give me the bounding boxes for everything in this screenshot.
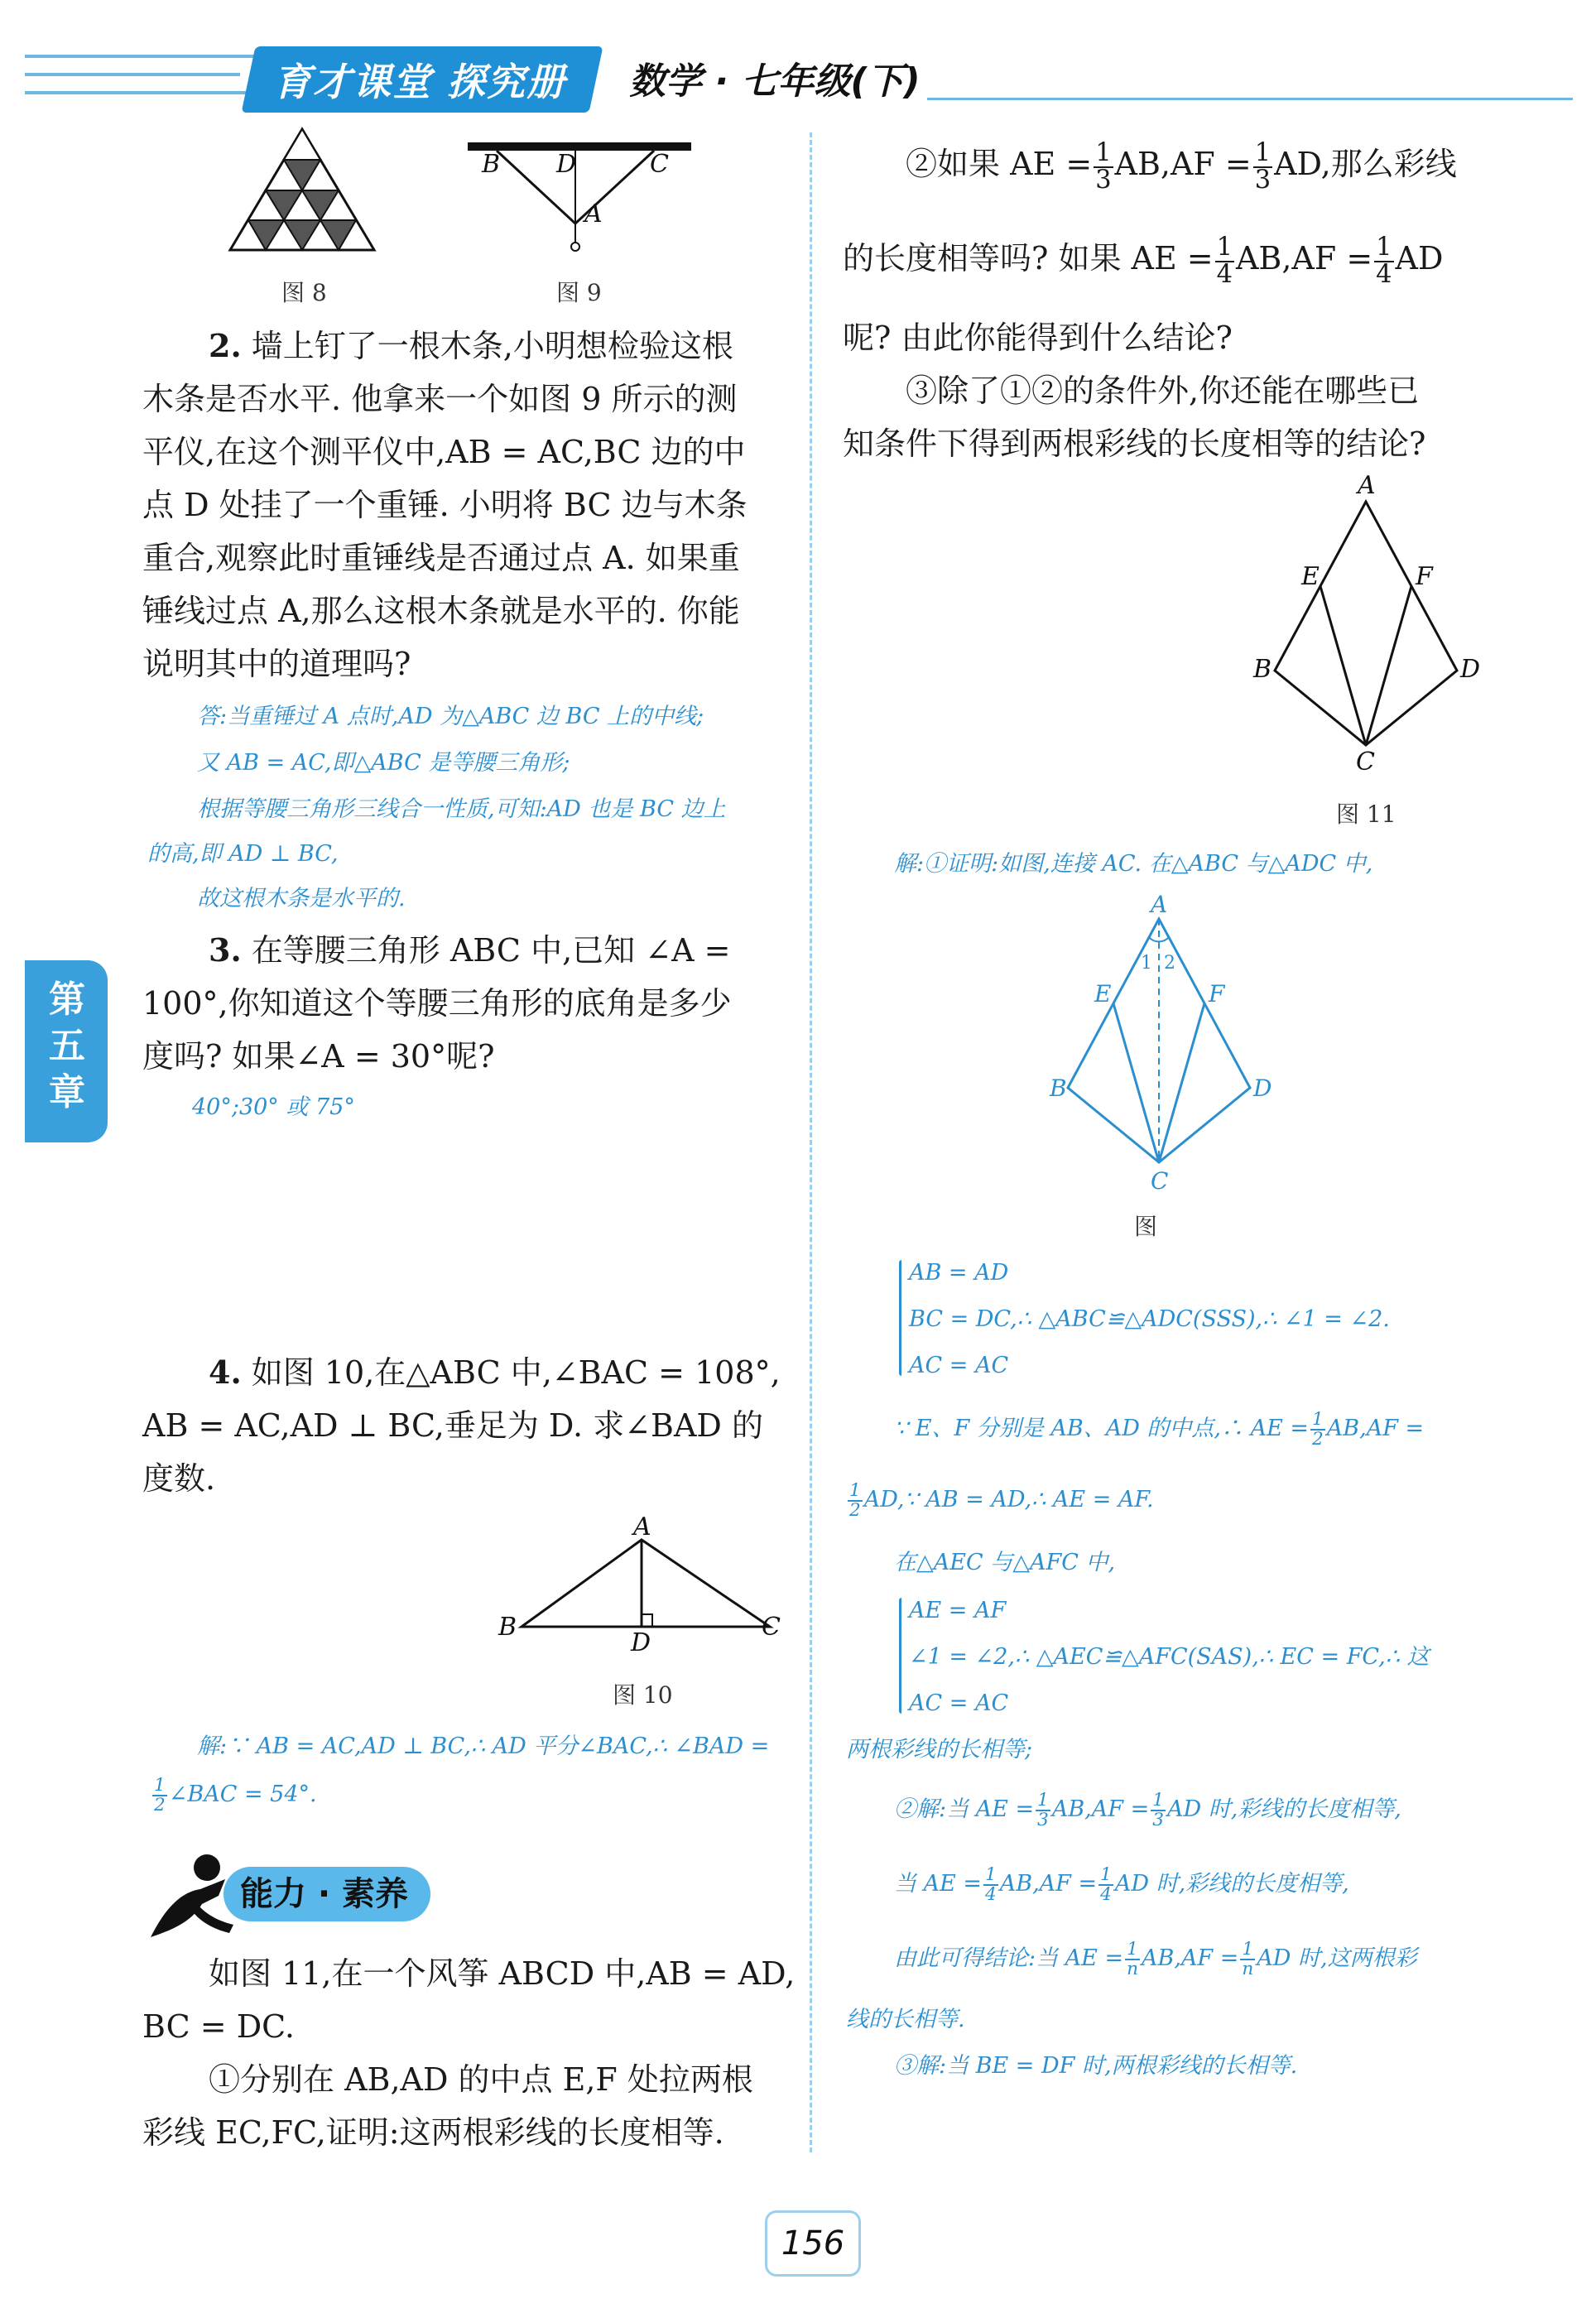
- fraction: [983, 1866, 998, 1903]
- sys1-line: AC = AC: [909, 1353, 1009, 1378]
- q2-answer-line: 又 AB = AC,即△ABC 是等腰三角形;: [197, 750, 570, 776]
- fraction: [1240, 1940, 1255, 1978]
- problem-part3-line: 知条件下得到两根彩线的长度相等的结论?: [843, 426, 1426, 462]
- text: AD 时,这两根彩: [1257, 1945, 1417, 1972]
- column-divider: [810, 132, 812, 2152]
- fraction: [848, 1482, 863, 1519]
- text: AB,AF =: [1326, 1416, 1425, 1442]
- q2-line-text: 墙上钉了一根木条,小明想检验这根: [251, 328, 733, 364]
- fraction-den: n: [1127, 1958, 1139, 1979]
- text: AB,AF =: [1114, 146, 1252, 182]
- solution-line1: 解:①证明:如图,连接 AC. 在△ABC 与△ADC 中,: [894, 851, 1373, 877]
- fig9-label-d: D: [556, 150, 577, 179]
- q2-answer-line: 故这根木条是水平的.: [197, 886, 406, 911]
- q3-line: 度吗? 如果∠A = 30°呢?: [142, 1038, 495, 1075]
- q2-line: 平仪,在这个测平仪中,AB = AC,BC 边的中: [142, 434, 746, 470]
- fraction-num: 1: [985, 1864, 997, 1885]
- fig10-label-b: B: [498, 1613, 517, 1642]
- ans-label-1: 1: [1141, 953, 1152, 974]
- text: ②解:当 AE =: [894, 1796, 1035, 1823]
- fraction-den: 4: [1376, 259, 1392, 289]
- problem-intro: [142, 1947, 796, 2159]
- text: AD,那么彩线: [1274, 146, 1457, 182]
- text: AB,AF =: [1142, 1945, 1239, 1972]
- fig11-label-e: E: [1301, 562, 1320, 591]
- solution-conclusion1: 两根彩线的长相等;: [846, 1737, 1033, 1762]
- fraction-num: 1: [1240, 1940, 1255, 1960]
- text: 的长度相等吗? 如果 AE =: [843, 240, 1214, 277]
- sys2-line: AE = AF: [909, 1598, 1007, 1623]
- fig9-label-b: B: [482, 150, 501, 179]
- fraction-den: 4: [1216, 259, 1233, 289]
- q4-line: [142, 1346, 788, 1399]
- problem-part2-line3: 呢? 由此你能得到什么结论?: [843, 320, 1233, 356]
- text: 由此可得结论:当 AE =: [894, 1945, 1124, 1972]
- fraction: [1151, 1791, 1166, 1829]
- q3-text: [142, 924, 788, 1083]
- fraction-num: 1: [1037, 1790, 1049, 1810]
- q4-number: 4.: [209, 1354, 242, 1391]
- q4-line-text: 如图 10,在△ABC 中,∠BAC = 108°,: [251, 1354, 781, 1391]
- solution-part2-line3: [894, 1940, 1417, 1978]
- problem-part2-line1: [843, 137, 1571, 193]
- fig11-label-a: A: [1358, 472, 1376, 500]
- sys1-line: AB = AD: [909, 1260, 1009, 1286]
- fraction: [1125, 1940, 1140, 1978]
- fraction-num: 1: [1125, 1940, 1140, 1960]
- q2-answer-line: 答:当重锤过 A 点时,AD 为△ABC 边 BC 上的中线;: [197, 704, 704, 729]
- q4-line: 度数.: [142, 1460, 216, 1497]
- sys2-line: ∠1 = ∠2,∴ △AEC≌△AFC(SAS),∴ EC = FC,∴ 这: [909, 1644, 1430, 1670]
- sys2-line: AC = AC: [909, 1690, 1009, 1716]
- q3-line-text: 在等腰三角形 ABC 中,已知 ∠A =: [251, 932, 731, 969]
- q4-answer-line2: [151, 1777, 317, 1814]
- figure-11: [1242, 472, 1490, 778]
- fraction-den: 2: [154, 1794, 166, 1815]
- sys1-line: BC = DC,∴ △ABC≌△ADC(SSS),∴ ∠1 = ∠2.: [909, 1306, 1390, 1332]
- fraction: [1253, 138, 1272, 195]
- solution-midpoint-line: [894, 1411, 1424, 1448]
- fig10-label-a: A: [633, 1515, 651, 1541]
- text: AD,∵ AB = AD,∴ AE = AF.: [863, 1487, 1154, 1513]
- solution-part2-line2: [894, 1866, 1349, 1903]
- fig9-label-a: A: [584, 200, 603, 228]
- ans-label-f: F: [1209, 980, 1225, 1007]
- figure-8-caption: 图 8: [281, 279, 327, 306]
- fraction: [1374, 235, 1393, 287]
- ans-label-2: 2: [1164, 953, 1175, 974]
- header-line: [25, 91, 257, 94]
- figure-8: [224, 124, 381, 257]
- q2-answer-line: 的高,即 AD ⊥ BC,: [147, 841, 339, 867]
- fraction: [1036, 1791, 1050, 1829]
- fraction-den: 3: [1254, 165, 1272, 195]
- brace: [899, 1260, 901, 1376]
- fig11-label-d: D: [1460, 655, 1481, 684]
- fraction-den: 4: [985, 1883, 997, 1905]
- figure-9-caption: 图 9: [556, 279, 602, 306]
- problem-intro-line: 如图 11,在一个风筝 ABCD 中,AB = AD,: [209, 1955, 796, 1992]
- fig11-label-f: F: [1416, 562, 1433, 591]
- fig11-label-b: B: [1253, 655, 1272, 684]
- q4-text: [142, 1346, 788, 1505]
- ans-label-b: B: [1050, 1075, 1067, 1102]
- solution-triangle-line: 在△AEC 与△AFC 中,: [894, 1550, 1116, 1575]
- text: AD 时,彩线的长度相等,: [1166, 1796, 1401, 1823]
- text: ∵ E、F 分别是 AB、AD 的中点,∴ AE =: [894, 1416, 1310, 1442]
- ans-label-d: D: [1253, 1075, 1272, 1102]
- section-title: 能力 · 素养: [240, 1875, 409, 1913]
- text: 当 AE =: [894, 1871, 982, 1897]
- fraction-den: 3: [1095, 165, 1112, 195]
- q4-line: AB = AC,AD ⊥ BC,垂足为 D. 求∠BAD 的: [142, 1407, 763, 1444]
- q3-answer: 40°;30° 或 75°: [192, 1094, 355, 1120]
- fraction: [152, 1777, 167, 1814]
- problem-part1-line: 彩线 EC,FC,证明:这两根彩线的长度相等.: [142, 2114, 724, 2151]
- solution-figure-caption: 图: [1134, 1213, 1158, 1240]
- problem-part3-line: ③除了①②的条件外,你还能在哪些已: [906, 373, 1420, 409]
- brace: [899, 1598, 901, 1714]
- problem-intro-line: BC = DC.: [142, 2008, 295, 2045]
- fraction: [1094, 138, 1113, 195]
- fraction-den: 4: [1100, 1883, 1112, 1905]
- q2-line: 说明其中的道理吗?: [142, 646, 411, 682]
- q3-line: [142, 924, 788, 977]
- ans-label-e: E: [1094, 980, 1112, 1007]
- header-series: 育才课堂 探究册: [273, 60, 567, 104]
- q2-line: [142, 320, 788, 373]
- figure-9: [464, 132, 695, 257]
- fraction-num: 1: [1216, 233, 1233, 262]
- solution-figure: [1043, 889, 1291, 1204]
- header-line: [25, 55, 257, 58]
- fraction-num: 1: [1254, 138, 1272, 168]
- fraction-num: 1: [1152, 1790, 1164, 1810]
- figure-11-caption: 图 11: [1336, 801, 1396, 828]
- ans-label-c: C: [1151, 1167, 1169, 1195]
- header-subject: 数学 · 七年级(下): [629, 60, 921, 103]
- header-line: [927, 98, 1573, 100]
- figure-10-caption: 图 10: [613, 1681, 673, 1709]
- fraction: [1098, 1866, 1113, 1903]
- q3-number: 3.: [209, 931, 242, 969]
- problem-part3: [843, 364, 1571, 470]
- q2-line: 锤线过点 A,那么这根木条就是水平的. 你能: [142, 593, 740, 629]
- q2-line: 木条是否水平. 他拿来一个如图 9 所示的测: [142, 381, 738, 417]
- fraction-den: 2: [849, 1499, 861, 1521]
- q2-number: 2.: [209, 327, 242, 364]
- text: AD 时,彩线的长度相等,: [1114, 1871, 1349, 1897]
- problem-part2-line2: [843, 232, 1571, 287]
- page-number: 156: [765, 2210, 861, 2277]
- fraction-num: 1: [1100, 1864, 1112, 1885]
- text: AB,AF =: [999, 1871, 1098, 1897]
- figure-10: [488, 1515, 786, 1664]
- chapter-tab-label: 第五章: [49, 979, 85, 1113]
- q4-answer-line1: 解:∵ AB = AC,AD ⊥ BC,∴ AD 平分∠BAC,∴ ∠BAD =: [197, 1734, 770, 1759]
- fraction-num: 1: [154, 1775, 166, 1796]
- fraction-den: n: [1242, 1958, 1254, 1979]
- solution-midpoint-line2: [846, 1482, 1154, 1519]
- q2-line: 重合,观察此时重锤线是否通过点 A. 如果重: [142, 540, 740, 576]
- q3-line: 100°,你知道这个等腰三角形的底角是多少: [142, 985, 732, 1022]
- q2-answer-line: 根据等腰三角形三线合一性质,可知:AD 也是 BC 边上: [197, 796, 726, 822]
- solution-part3: ③解:当 BE = DF 时,两根彩线的长相等.: [894, 2053, 1298, 2079]
- fraction: [1215, 235, 1234, 287]
- solution-part2-line4: 线的长相等.: [846, 2007, 965, 2032]
- fraction-num: 1: [1376, 233, 1392, 262]
- fraction-num: 1: [1095, 138, 1112, 168]
- fig10-label-c: C: [762, 1613, 781, 1642]
- text: AD: [1395, 240, 1444, 277]
- text: AB,AF =: [1235, 240, 1373, 277]
- fig10-label-d: D: [631, 1628, 651, 1657]
- fig11-label-c: C: [1356, 748, 1375, 777]
- q2-text: [142, 320, 788, 690]
- fraction-den: 3: [1037, 1809, 1049, 1830]
- ans-label-a: A: [1151, 891, 1168, 918]
- text: ②如果 AE =: [906, 146, 1093, 182]
- q2-line: 点 D 处挂了一个重锤. 小明将 BC 边与木条: [142, 487, 748, 523]
- header-line: [25, 73, 240, 76]
- fraction-num: 1: [849, 1480, 861, 1501]
- fraction-den: 2: [1312, 1428, 1324, 1450]
- fraction-den: 3: [1152, 1809, 1164, 1830]
- fraction: [1310, 1411, 1325, 1448]
- problem-part1-line: ①分别在 AB,AD 的中点 E,F 处拉两根: [209, 2061, 753, 2098]
- q4-answer-rest: ∠BAC = 54°.: [168, 1782, 317, 1808]
- fraction-num: 1: [1312, 1409, 1324, 1430]
- fig9-label-c: C: [650, 150, 669, 179]
- text: AB,AF =: [1051, 1796, 1150, 1823]
- solution-part2-line1: [894, 1791, 1401, 1829]
